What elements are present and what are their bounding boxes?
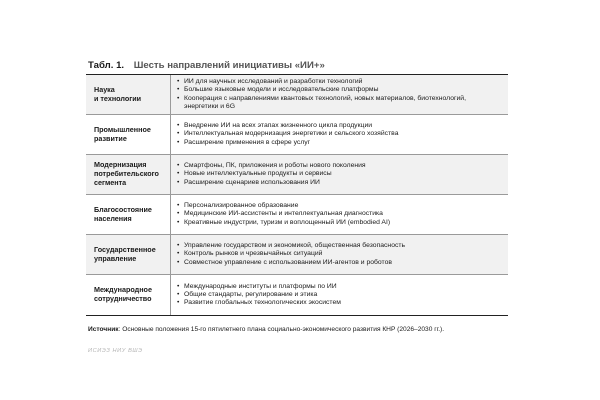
list-item: • Креативные индустрии, туризм и воплощенный ИИ (embodied AI) xyxy=(177,219,508,227)
table-title: Шесть направлений инициативы «ИИ+» xyxy=(133,60,325,71)
list-item: • Персонализированное образование xyxy=(177,202,508,210)
row-title: Государственное управление xyxy=(94,244,156,263)
table-row xyxy=(86,195,508,235)
list-item: • Большие языковые модели и исследовательские платформы xyxy=(177,86,508,94)
publisher-logo: ИСИЭЗ НИУ ВШЭ xyxy=(88,348,143,354)
row-title: Наука и технологии xyxy=(94,84,142,103)
list-item: • Смартфоны, ПК, приложения и роботы нового поколения xyxy=(177,162,508,170)
source-text: : Основные положения 15-го пятилетнего плана социально-экономического развития КНР (2026–2030 гг.). xyxy=(118,326,445,333)
list-item: • Кооперация с направлениями квантовых технологий, новых материалов, биотехнологий, xyxy=(177,95,508,103)
list-item: • ИИ для научных исследований и разработки технологий xyxy=(177,78,508,86)
list-item: • Внедрение ИИ на всех этапах жизненного цикла продукции xyxy=(177,122,508,130)
source-label: Источник xyxy=(88,326,119,333)
row-item-list xyxy=(170,195,508,234)
list-item: • Развитие глобальных технологических экосистем xyxy=(177,299,508,307)
row-title: Международное сотрудничество xyxy=(94,285,152,303)
list-item: • Общие стандарты, регулирование и этика xyxy=(177,291,508,299)
table-row xyxy=(86,75,508,115)
table-row xyxy=(86,275,508,315)
list-item: • Медицинские ИИ-ассистенты и интеллектуальная диагностика xyxy=(177,210,508,218)
row-item-list xyxy=(170,155,508,194)
row-title: Благосостояние населения xyxy=(94,204,152,223)
list-item: • Управление государством и экономикой, общественная безопасность xyxy=(177,242,508,250)
list-item: • Контроль рынков и чрезвычайных ситуаций xyxy=(177,250,508,258)
list-item: • Совместное управление с использованием ИИ-агентов и роботов xyxy=(177,259,508,267)
row-item-list xyxy=(170,115,508,154)
row-item-list xyxy=(170,235,508,274)
table-row xyxy=(86,115,508,155)
table-caption xyxy=(88,60,325,71)
directions-table xyxy=(86,74,508,316)
row-item-list xyxy=(170,275,508,315)
table-number: Табл. 1. xyxy=(88,60,125,71)
list-item-continuation: энергетики и 6G xyxy=(184,102,235,110)
list-item: • Новые интеллектуальные продукты и сервисы xyxy=(177,170,508,178)
row-item-list xyxy=(170,75,508,114)
list-item: • Международные институты и платформы по ИИ xyxy=(177,283,508,291)
table-row xyxy=(86,235,508,275)
source-note xyxy=(88,326,444,333)
list-item: • Расширение применения в сфере услуг xyxy=(177,139,508,147)
list-item: • Интеллектуальная модернизация энергетики и сельского хозяйства xyxy=(177,130,508,138)
list-item: • Расширение сценариев использования ИИ xyxy=(177,179,508,187)
row-title: Модернизация потребительского сегмента xyxy=(94,160,159,187)
table-row xyxy=(86,155,508,195)
row-title: Промышленное развитие xyxy=(94,124,151,143)
